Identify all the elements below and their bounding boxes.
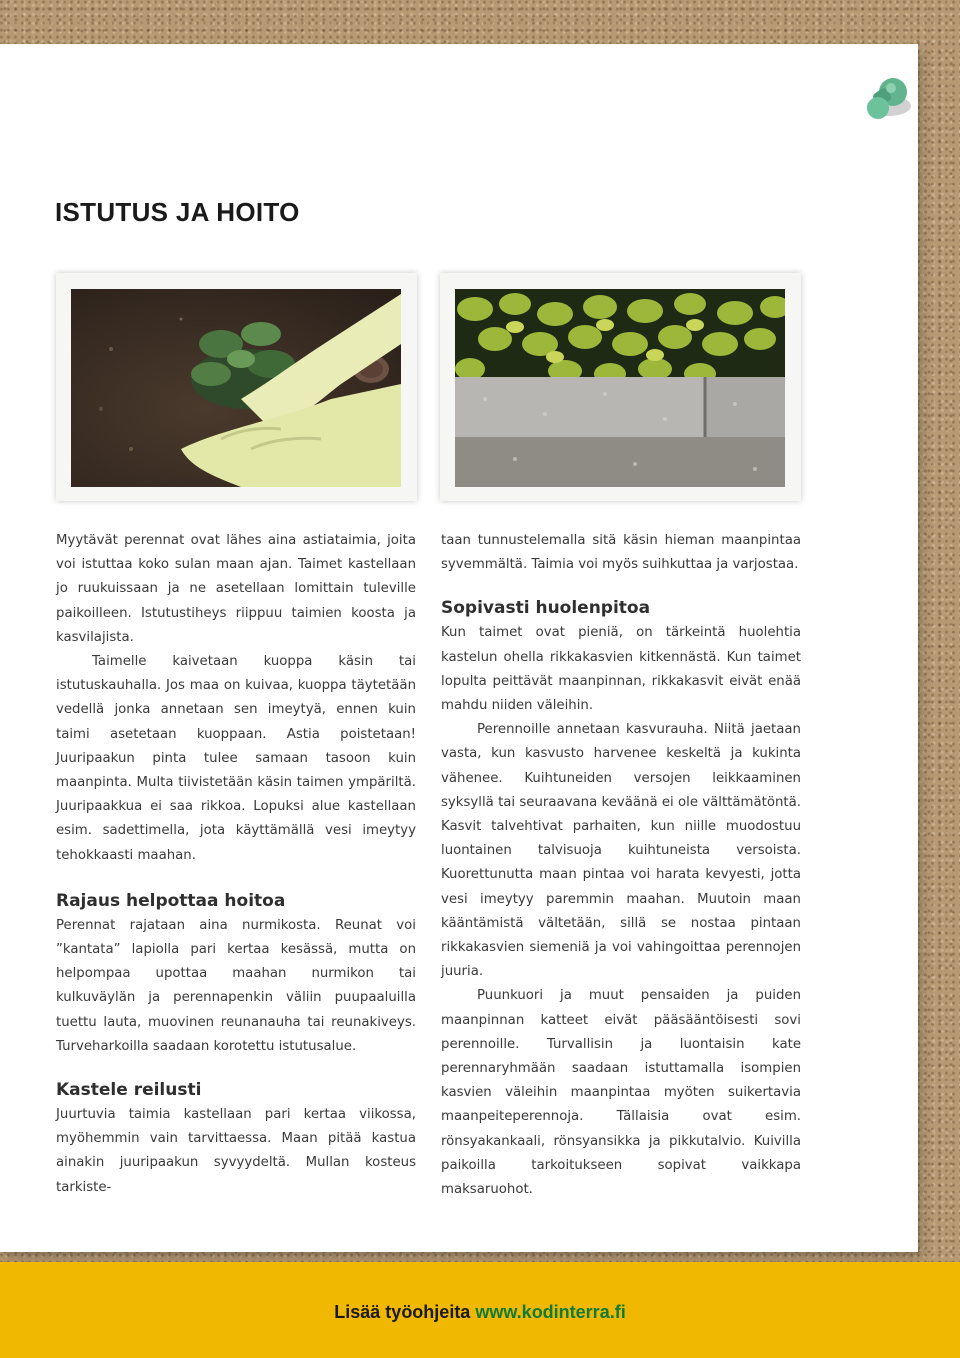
paragraph: Puunkuori ja muut pensaiden ja puiden maanpinnan katteet eivät pääsääntöisesti sovi perennoille. Turvallisin ja luontaisin kate perennaryhmään saadaan istuttamalla isompien kasvien väleihin maanpintaa myöten suikertavia maanpeiteperennoja. Tällaisia ovat esim. rönsyakankaali, rönsyansikka ja pikkutalvio. Kuivilla paikoilla tarkoitukseen sopivat vaikkapa maksaruohot.	[441, 988, 801, 1198]
footer-text	[0, 1302, 960, 1323]
paragraph: Perennat rajataan aina nurmikosta. Reunat voi ”kantata” lapiolla pari kertaa kesässä, mutta on helpompaa upottaa maahan nurmikon tai kulkuväylän ja perennapenkin väliin puupaaluilla tuettu lauta, muovinen reunanauha tai reunakiveys. Turveharkoilla saadaan korotettu istutusalue.	[56, 917, 416, 1054]
paragraph: Juurtuvia taimia kastellaan pari kertaa viikossa, myöhemmin vain tarvittaessa. Maan pitää kastua ainakin juuripaakun syvyydeltä. Mullan kosteus tarkiste-	[56, 1107, 416, 1195]
paragraph: taan tunnustelemalla sitä käsin hieman maanpintaa syvemmältä. Taimia voi myös suihkuttaa ja varjostaa.	[441, 533, 801, 573]
photo-frame-left	[56, 273, 417, 501]
photo-frame-right	[440, 273, 801, 501]
perennials-photo	[455, 289, 785, 487]
paragraph: Perennoille annetaan kasvurauha. Niitä jaetaan vasta, kun kasvusto harvenee keskeltä ja kukinta vähenee. Kuihtuneiden versojen leikkaaminen syksyllä tai seuraavana keväänä ei ole välttämätöntä. Kasvit talvehtivat parhaiten, kun niille muodostuu luontainen talvisuoja kuihtuneista versoista. Kuorettunutta maan pintaa voi harata kevyesti, jotta vesi imeytyy paremmin maahan. Muutoin maan kääntämistä vältetään, sillä se nostaa pintaan rikkakasvien siemeniä ja voi vahingoittaa perennojen juuria.	[441, 722, 801, 980]
section-heading: Rajaus helpottaa hoitoa	[56, 890, 286, 911]
section-heading: Kastele reilusti	[56, 1080, 202, 1101]
page-title: ISTUTUS JA HOITO	[55, 197, 300, 227]
section-heading: Sopivasti huolenpitoa	[441, 598, 651, 619]
footer-link[interactable]: www.kodinterra.fi	[475, 1302, 626, 1322]
paragraph: Taimelle kaivetaan kuoppa käsin tai istutuskauhalla. Jos maa on kuivaa, kuoppa täytetään vedellä jonka annetaan sen imeytyä, ennen kuin taimi asetetaan kuoppaan. Astia poistetaan! Juuripaakun pinta tulee samaan tasoon kuin maanpinta. Multa tiivistetään käsin taimen ympäriltä. Juuripaakkua ei saa rikkoa. Lopuksi alue kastellaan esim. sadettimella, jota käyttämällä vesi imeytyy tehokkaasti maahan.	[56, 654, 416, 863]
push-pin-icon	[858, 72, 916, 130]
right-column	[441, 529, 801, 1202]
paragraph: Myytävät perennat ovat lähes aina astiataimia, joita voi istuttaa koko sulan maan ajan. Taimet kastellaan jo ruukuissaan ja ne asetellaan lomittain tuleville paikoilleen. Istutustiheys riippuu taimien koosta ja kasvilajista.	[56, 533, 416, 645]
planting-photo	[71, 289, 401, 487]
footer-label: Lisää työohjeita	[334, 1302, 471, 1322]
left-column	[56, 529, 416, 1200]
paragraph: Kun taimet ovat pieniä, on tärkeintä huolehtia kastelun ohella rikkakasvien kitkennästä. Kun taimet lopulta peittävät maanpinnan, rikkakasvit eivät enää mahdu niiden väleihin.	[441, 625, 801, 714]
